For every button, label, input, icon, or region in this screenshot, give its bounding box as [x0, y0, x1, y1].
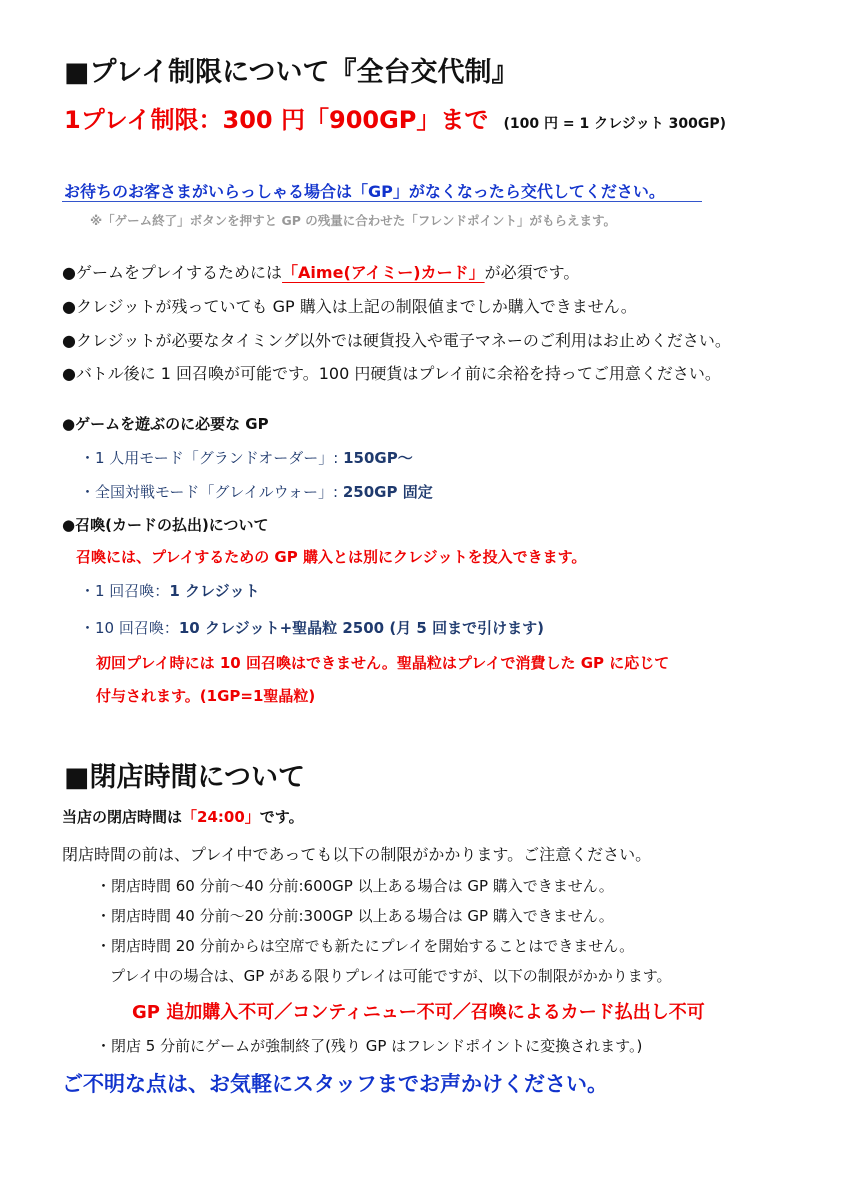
- summon-single: [80, 580, 260, 601]
- rule-coin-timing: ●クレジットが必要なタイミング以外では硬貨投入や電子マネーのご利用はお止めください。: [62, 331, 731, 350]
- gp-single-mode: [80, 447, 413, 468]
- play-limit-sub: (100 円 = 1 クレジット 300GP): [503, 116, 726, 132]
- play-limit-main: 1プレイ制限：300 円「900GP」まで: [64, 106, 489, 134]
- rule-aime-post: が必須です。: [484, 263, 580, 282]
- gp-versus-mode: [80, 481, 433, 502]
- gp-required-heading: ●ゲームを遊ぶのに必要な GP: [62, 415, 269, 433]
- rule-gp-limit: ●クレジットが残っていても GP 購入は上記の制限値までしか購入できません。: [62, 297, 637, 316]
- play-limit-line: [64, 100, 726, 135]
- summon-first-play-note-2: 付与されます。(1GP=1聖晶粒): [96, 687, 316, 705]
- closing-time-pre: 当店の閉店時間は: [62, 808, 183, 826]
- closing-restriction: GP 追加購入不可／コンティニュー不可／召喚によるカード払出し不可: [132, 1002, 705, 1023]
- closing-item-20: ・閉店時間 20 分前からは空席でも新たにプレイを開始することはできません。: [96, 937, 635, 955]
- aime-card-highlight: 「Aime(アイミー)カード」: [282, 263, 485, 282]
- friend-point-note: ※「ゲーム終了」ボタンを押すと GP の残量に合わせた「フレンドポイント」がもらえます。: [90, 213, 616, 228]
- summon-ten: [80, 617, 544, 638]
- closing-time-value: 「24:00」: [182, 808, 260, 826]
- closing-item-20-note: プレイ中の場合は、GP がある限りプレイは可能ですが、以下の制限がかかります。: [110, 967, 672, 985]
- rule-aime-card: [62, 260, 579, 283]
- play-limit-title: ■プレイ制限について『全台交代制』: [64, 57, 519, 88]
- summon-ten-label: ・10 回召喚：: [80, 619, 179, 637]
- summon-heading: ●召喚(カードの払出)について: [62, 516, 269, 534]
- summon-first-play-note-1: 初回プレイ時には 10 回召喚はできません。聖晶粒はプレイで消費した GP に応じて: [96, 654, 670, 672]
- summon-single-value: 1 クレジット: [169, 582, 260, 600]
- closing-time-line: [62, 806, 304, 827]
- summon-single-label: ・1 回召喚：: [80, 582, 170, 600]
- contact-staff-message: ご不明な点は、お気軽にスタッフまでお声かけください。: [62, 1072, 608, 1096]
- closing-item-40-20: ・閉店時間 40 分前〜20 分前:300GP 以上ある場合は GP 購入できません。: [96, 907, 614, 925]
- gp-versus-value: 250GP 固定: [342, 483, 433, 501]
- gp-single-value: 150GP〜: [343, 449, 413, 467]
- gp-versus-label: ・全国対戦モード「グレイルウォー」:: [80, 483, 343, 501]
- closing-time-title: ■閉店時間について: [64, 762, 305, 793]
- closing-time-post: です。: [259, 808, 304, 826]
- gp-single-label: ・1 人用モード「グランドオーダー」:: [80, 449, 344, 467]
- wait-notice-underline: [62, 201, 702, 202]
- closing-item-5: ・閉店 5 分前にゲームが強制終了(残り GP はフレンドポイントに変換されます。): [96, 1037, 643, 1055]
- rule-summon-after-battle: ●バトル後に 1 回召喚が可能です。100 円硬貨はプレイ前に余裕を持ってご用意ください。: [62, 364, 721, 383]
- summon-credit-note: 召喚には、プレイするための GP 購入とは別にクレジットを投入できます。: [76, 548, 587, 566]
- rule-aime-pre: ●ゲームをプレイするためには: [62, 263, 283, 282]
- summon-ten-value: 10 クレジット+聖晶粒 2500 (月 5 回まで引けます): [178, 619, 544, 637]
- closing-intro: 閉店時間の前は、プレイ中であっても以下の制限がかかります。ご注意ください。: [62, 845, 652, 864]
- closing-item-60-40: ・閉店時間 60 分前〜40 分前:600GP 以上ある場合は GP 購入できません。: [96, 877, 614, 895]
- wait-notice: お待ちのお客さまがいらっしゃる場合は「GP」がなくなったら交代してください。: [64, 182, 665, 201]
